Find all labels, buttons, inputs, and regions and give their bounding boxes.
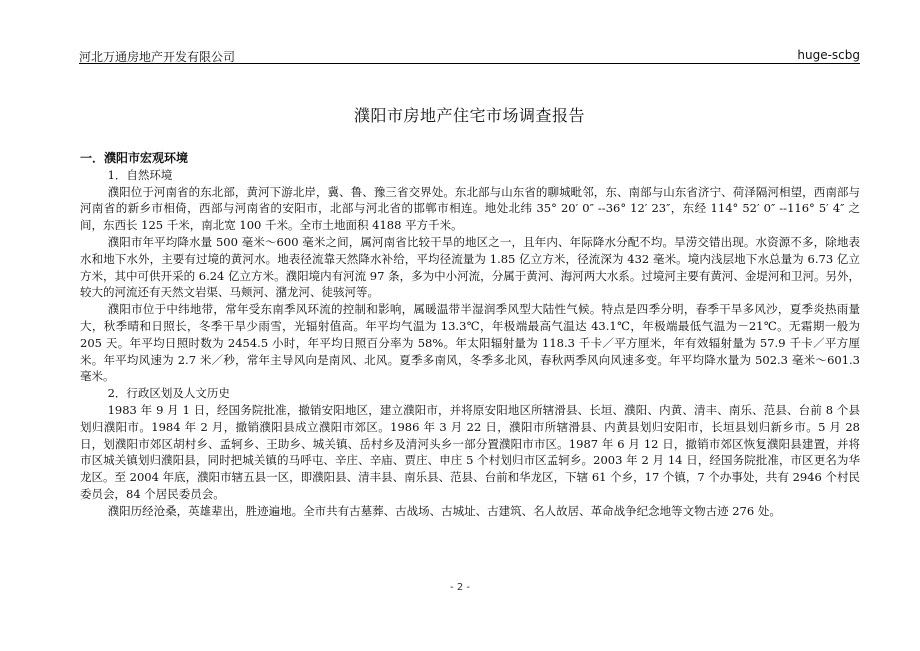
paragraph-administrative-history: 1983 年 9 月 1 日，经国务院批准，撤销安阳地区，建立濮阳市，并将原安阳地区所辖滑县、长垣、濮阳、内黄、清丰、南乐、范县、台前 8 个县划归濮阳市。1984 年 2 月，撤销濮阳县成立濮阳市郊区。1986 年 3 月 22 日，濮阳市所辖滑县、内黄县划归安阳市，长垣县划归新乡市。5 月 28 日，划濮阳市郊区胡村乡、孟轲乡、王助乡、城关镇、岳村乡及清河头乡一部分置濮阳市市区。1987 年 6 月 12 日，撤销市郊区恢复濮阳县建置，并将市区城关镇划归濮阳县，同时把城关镇的马呼屯、辛庄、辛庙、贾庄、申庄 5 个村划归市区孟轲乡。2003 年 2 月 14 日，经国务院批准，市区更名为华龙区。至 2004 年底，濮阳市辖五县一区，即濮阳县、清丰县、南乐县、范县、台前和华龙区，下辖 61 个乡，17 个镇，7 个办事处，共有 2946 个村民委员会，84 个居民委员会。 (80, 402, 860, 501)
header-document-code: huge-scbg (797, 48, 860, 62)
header-company-name: 河北万通房地产开发有限公司 (79, 50, 236, 64)
paragraph-cultural-relics: 濮阳历经沧桑，英雄辈出，胜迹遍地。全市共有古墓葬、古战场、古城址、古建筑、名人故居、革命战争纪念地等文物古迹 276 处。 (107, 503, 781, 518)
page-header (79, 44, 860, 64)
subsection-heading-natural-environment: 1．自然环境 (107, 167, 173, 182)
paragraph-climate: 濮阳市位于中纬地带，常年受东南季风环流的控制和影响，属暖温带半湿润季风型大陆性气候。特点是四季分明，春季干旱多风沙，夏季炎热雨量大，秋季晴和日照长，冬季干旱少雨雪，光辐射值高。年平均气温为 13.3℃，年极端最高气温达 43.1℃，年极端最低气温为－21℃。无霜期一般为 205 天。年平均日照时数为 2454.5 小时，年平均日照百分率为 58%。年太阳辐射量为 118.3 千卡／平方厘米，年有效辐射量为 57.9 千卡／平方厘米。年平均风速为 2.7 米／秒，常年主导风向是南风、北风。夏季多南风，冬季多北风，春秋两季风向风速多变。年平均降水量为 502.3 毫米～601.3 毫米。 (80, 302, 860, 384)
document-body (80, 150, 860, 520)
subsection-heading-administration-history: 2．行政区划及人文历史 (107, 386, 230, 401)
paragraph-water-resources: 濮阳市年平均降水量 500 毫米～600 毫米之间，属河南省比较干旱的地区之一，且年内、年际降水分配不均。旱涝交错出现。水资源不多，除地表水和地下水外，主要有过境的黄河水。地表径流靠天然降水补给，平均径流量为 1.85 亿立方米，径流深为 432 毫米。境内浅层地下水总量为 6.73 亿立方米，其中可供开采的 6.24 亿立方米。濮阳境内有河流 97 条，多为中小河流，分属于黄河、海河两大水系。过境河主要有黄河、金堤河和卫河。另外，较大的河流还有天然文岩渠、马颊河、潴龙河、徒骇河等。 (80, 234, 860, 300)
section-heading: 一．濮阳市宏观环境 (80, 151, 189, 165)
document-title: 濮阳市房地产住宅市场调查报告 (353, 106, 585, 125)
header-divider (79, 63, 860, 64)
paragraph-location: 濮阳位于河南省的东北部，黄河下游北岸，冀、鲁、豫三省交界处。东北部与山东省的聊城毗邻，东、南部与山东省济宁、荷泽隔河相望，西南部与河南省的新乡市相倚，西部与河南省的安阳市，北部与河北省的邯郸市相连。地处北纬 35° 20′ 0″ --36° 12′ 23″，东经 114° 52′ 0″ --116° 5′ 4″ 之间，东西长 125 千米，南北宽 100 千米。全市土地面积 4188 平方千米。 (80, 184, 860, 233)
page-number: - 2 - (450, 582, 470, 593)
